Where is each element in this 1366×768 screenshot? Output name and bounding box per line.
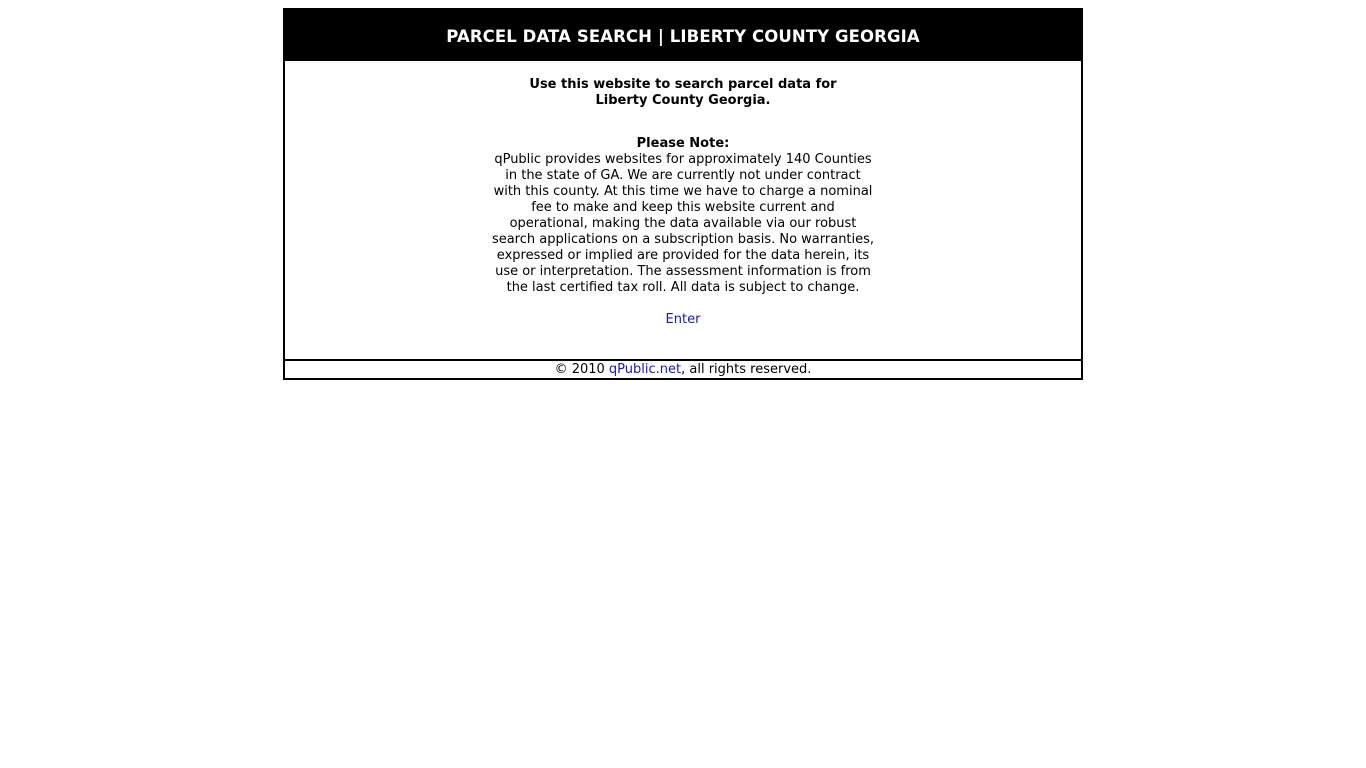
note-title: Please Note: — [636, 136, 730, 151]
note-line: fee to make and keep this website current and — [531, 200, 835, 215]
enter-link[interactable]: Enter — [665, 312, 701, 327]
note-line: operational, making the data available via our robust — [509, 216, 857, 231]
note-line: expressed or implied are provided for the data herein, its — [496, 248, 870, 263]
page-title: PARCEL DATA SEARCH | LIBERTY COUNTY GEORGIA — [446, 27, 920, 46]
note-body — [483, 152, 883, 296]
intro-line-2: Liberty County Georgia. — [595, 93, 771, 108]
copyright-suffix: , all rights reserved. — [681, 362, 812, 377]
note-line: search applications on a subscription basis. No warranties, — [491, 232, 875, 247]
page-footer — [285, 361, 1081, 378]
main-frame — [283, 8, 1083, 380]
intro-text — [518, 61, 848, 109]
copyright-prefix: © 2010 — [554, 362, 609, 377]
page-header — [285, 10, 1081, 61]
note-line: in the state of GA. We are currently not under contract — [505, 168, 861, 183]
note-line: the last certified tax roll. All data is subject to change. — [506, 280, 860, 295]
note-section — [285, 136, 1081, 296]
main-content — [285, 61, 1081, 361]
note-line: with this county. At this time we have to charge a nominal — [493, 184, 873, 199]
intro-line-1: Use this website to search parcel data for — [529, 77, 837, 92]
note-line: qPublic provides websites for approximately 140 Counties — [494, 152, 872, 167]
qpublic-link[interactable]: qPublic.net — [608, 362, 682, 377]
note-line: use or interpretation. The assessment information is from — [495, 264, 871, 279]
